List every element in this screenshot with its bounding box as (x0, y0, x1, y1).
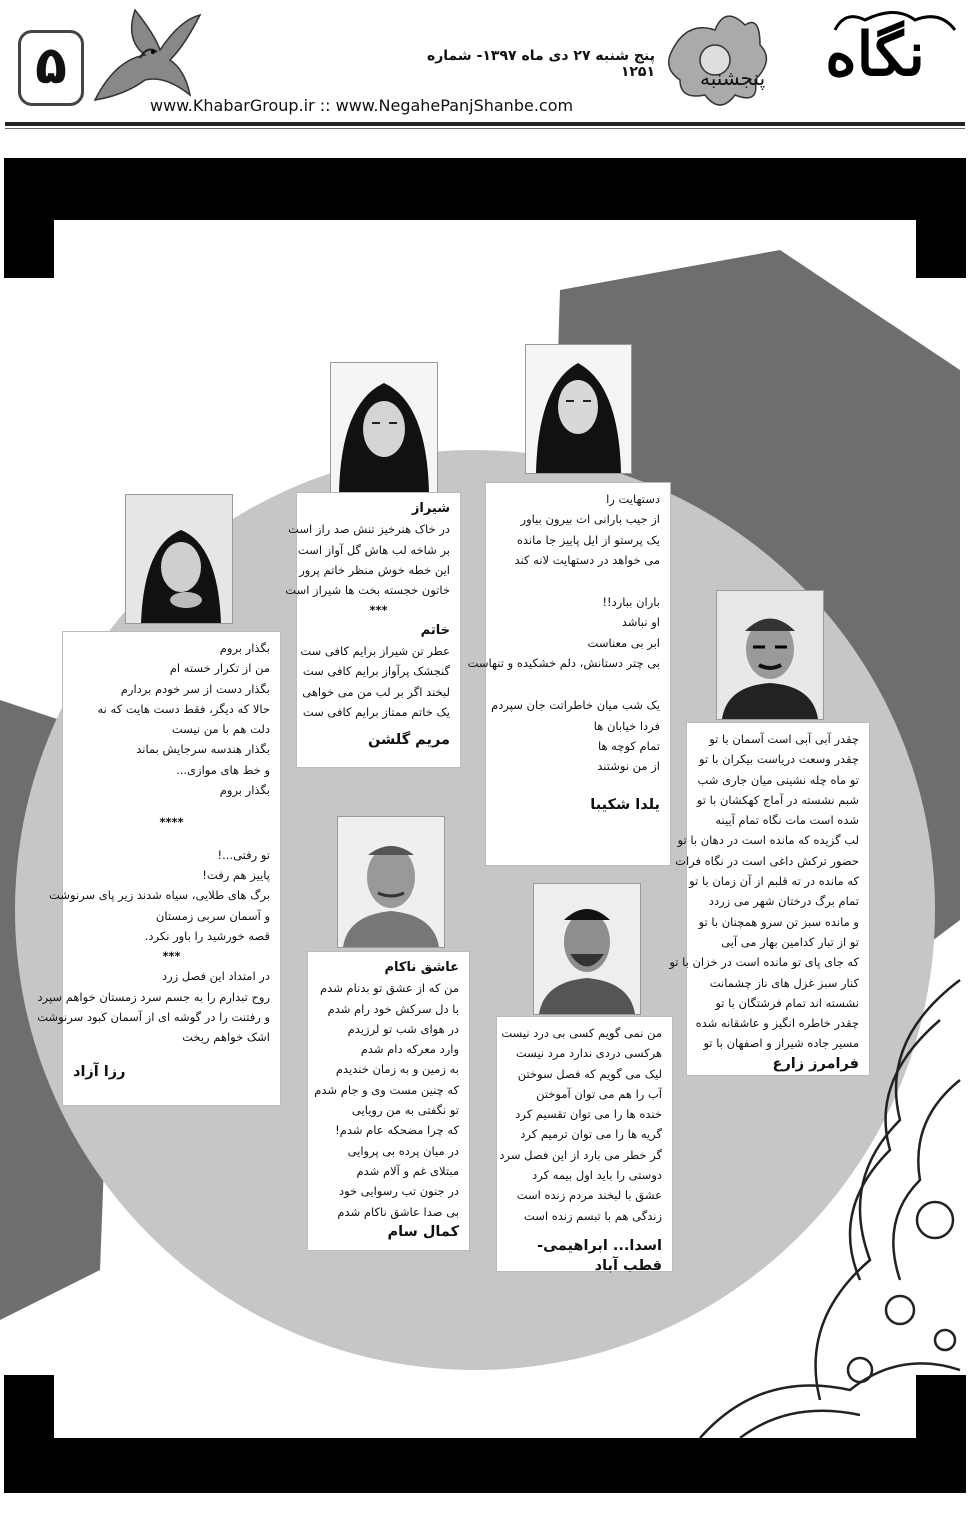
portrait-photo-reza (125, 494, 233, 624)
poem-line: دستهایت را (606, 492, 660, 506)
poem-lines (73, 638, 270, 800)
poem-line: شبم نشسته در آماج کهکشان با تو (696, 792, 859, 807)
poem-line: لیک می گویم که فصل سوختن (517, 1066, 662, 1081)
poem-line: تو ماه چله نشینی میان جاری شب (697, 772, 859, 787)
issue-dateline: پنج شنبه ۲۷ دی ماه ۱۳۹۷- شماره ۱۲۵۱ (426, 48, 655, 80)
poem-line: و خط های موازی... (176, 762, 270, 777)
poem-line: این خطه خوش منظر خاتم پرور (299, 562, 450, 577)
portrait-woman-icon (331, 363, 437, 493)
portrait-woman-icon (526, 345, 631, 473)
poem-line: تو رفتی...! (217, 847, 270, 862)
poem-line: بر شاخه لب هاش گل آواز است (297, 542, 450, 557)
poem-line: نشسته اند تمام فرشتگان با تو (715, 995, 859, 1010)
poem-stanza-3 (491, 695, 660, 776)
header-rule-thin (5, 128, 965, 129)
poem-line: آب را هم می توان آموختن (536, 1086, 662, 1101)
poem-line: با دل سرکش خود رام شدم (327, 1001, 459, 1016)
poem-box-yalda (467, 482, 671, 866)
poem-line: برگ های طلایی، سیاه شدند زیر پای سرنوشت (49, 888, 270, 903)
portrait-photo-asad (533, 883, 641, 1015)
portrait-photo-faramarz (716, 590, 824, 720)
poem-line: حضور ترکش داغی است در نگاه فرات (675, 853, 859, 868)
poem-line: مسیر جاده شیراز و اصفهان با تو (703, 1036, 859, 1051)
poem-line: و مانده سبز تن سرو همچنان با تو (698, 914, 859, 929)
poem-lines (300, 641, 450, 722)
poem-line: شده است مات نگاه تمام آیینه (715, 813, 859, 828)
poem-line: به زمین و به زمان خندیدم (335, 1062, 459, 1077)
poem-title: شیراز (411, 501, 450, 516)
poem-line: باران ببارد!! (602, 595, 660, 610)
poem-stanza-2 (467, 592, 660, 673)
separator: *** (162, 949, 181, 964)
poem-line: ابر بی معناست (587, 635, 660, 650)
header-rule (5, 122, 965, 126)
poem-line: لب گزیده که مانده است در دهان با تو (677, 833, 859, 848)
poem-line: که چنین مست وی و جام شدم (314, 1082, 459, 1097)
poem-line: خاتون خجسته بخت ها شیراز است (285, 583, 450, 598)
poem-line: گر خطر می بارد از این فصل سرد (499, 1147, 662, 1162)
author-name: یلدا شکیبا (590, 796, 660, 813)
poem-line: تو نگفتی به من رویایی (351, 1103, 459, 1118)
author-name: اسدا... ابراهیمی- قطب آباد (537, 1237, 662, 1275)
poem-line: تمام کوچه ها (597, 738, 660, 753)
page-number: ۵ (18, 30, 84, 106)
poem-box-faramarz (669, 722, 870, 1076)
author-name: فرامرز زارع (772, 1055, 859, 1072)
poem-lines (49, 845, 270, 946)
portrait-woman-icon (126, 495, 232, 623)
poem-lines (314, 978, 459, 1222)
portrait-photo-yalda (525, 344, 632, 474)
poem-line: من نمی گویم کسی بی درد نیست (501, 1026, 662, 1040)
poem-line: در هوای شب تو لرزیدم (347, 1021, 459, 1036)
poem-line: اشک خواهم ریخت (182, 1030, 270, 1045)
author-name: رزا آزاد (73, 1063, 126, 1080)
portrait-man-icon (717, 591, 823, 719)
author-name: مریم گلشن (367, 732, 450, 749)
poem-line: مبتلای غم و آلام شدم (356, 1163, 459, 1178)
poem-line: وارد معرکه دام شدم (360, 1042, 459, 1057)
poem-line: گنجشک پرآواز برایم کافی ست (302, 664, 450, 679)
poem-line: و رفتنت را در گوشه ای از آسمان کبود سرنوشت (37, 1010, 270, 1025)
phoenix-illustration-icon (85, 0, 205, 110)
poem-line: حالا که دیگر، فقط دست هایت که نه (97, 701, 270, 716)
portrait-man-icon (534, 884, 640, 1014)
poem-lines (669, 729, 859, 1054)
poem-box-kamal (307, 951, 470, 1251)
poem-stanza-1 (496, 489, 660, 570)
poem-line: یک خاتم ممتاز برایم کافی ست (302, 704, 450, 719)
poem-line: بگذار بروم (219, 783, 270, 798)
author-name: کمال سام (387, 1223, 459, 1240)
poem-line: در میان پرده بی پروایی (347, 1143, 459, 1158)
poem-line: عطر تن شیراز برایم کافی ست (300, 644, 450, 659)
poem-line: تمام برگ درختان شهر می زردد (708, 894, 859, 909)
poem-line: بگذار هندسه سرجایش بماند (136, 742, 270, 757)
poem-box-reza (37, 631, 281, 1106)
poem-lines (37, 966, 270, 1047)
poem-line: عشق با لبخند مردم زنده است (516, 1188, 662, 1203)
poem-line: گریه ها را می توان ترمیم کرد (520, 1127, 662, 1142)
poem-title: عاشق ناکام (384, 960, 459, 975)
poem-line: می خواهد در دستهایت لانه کند (514, 552, 660, 567)
frame-bottom-bar (4, 1438, 966, 1493)
poem-line: از من نوشتند (597, 759, 660, 774)
frame-top-bar (4, 158, 966, 220)
poem-line: بی چتر دستانش، دلم خشکیده و تنهاست (467, 656, 660, 671)
poem-line: که چرا مضحکه عام شدم! (335, 1123, 459, 1138)
poem-line: بی صدا عاشق ناکام شدم (337, 1204, 459, 1219)
poem-line: چقدر خاطره انگیز و عاشقانه شده (695, 1016, 859, 1031)
separator: **** (159, 815, 184, 830)
poem-line: پاییز هم رفت! (202, 867, 270, 882)
separator: *** (369, 603, 388, 618)
poem-line: قصه خورشید را باور نکرد. (144, 928, 270, 943)
poem-box-maryam (285, 492, 461, 768)
poem-line: چقدر آبی آبی است آسمان با تو (709, 732, 859, 746)
poem-line: در امتداد این فصل زرد (161, 969, 270, 984)
poem-lines (499, 1023, 662, 1226)
logo-subtitle: پنجشنبه (700, 66, 766, 90)
poem-lines (285, 519, 450, 600)
portrait-photo-maryam (330, 362, 438, 494)
poem-line: هرکسی دردی ندارد مرد نیست (515, 1046, 662, 1061)
poem-line: خنده ها را می توان تقسیم کرد (515, 1107, 662, 1122)
portrait-man-icon (338, 817, 444, 947)
poem-line: کنار سبز غزل های ناز چشمانت (709, 975, 859, 990)
poem-line: در جنون تب رسوایی خود (338, 1184, 459, 1199)
poem-line: من از تکرار خسته ام (169, 661, 270, 676)
poem-line: دوستی را باید اول بیمه کرد (532, 1168, 662, 1183)
poem-line: چقدر وسعت دریاست بیکران با تو (699, 752, 859, 767)
poem-box-asad (496, 1016, 673, 1275)
poem-line: که جای پای تو مانده است در خزان با تو (669, 955, 859, 970)
newspaper-logo-ornament-icon (665, 0, 965, 120)
poem-line: تو از تبار کدامین بهار می آیی (721, 934, 859, 949)
poem-line: او نباشد (621, 615, 660, 630)
website-links[interactable]: www.KhabarGroup.ir :: www.NegahePanjShanbe.com (150, 96, 574, 115)
poem-line: یک پرستو از ایل پاییز جا مانده (516, 532, 660, 547)
poem-line: فردا خیابان ها (593, 718, 660, 733)
page-header (0, 0, 970, 140)
poem-title: خاتم (420, 622, 450, 638)
poem-line: در خاک هنرخیز تنش صد راز است (288, 522, 450, 537)
poem-line: من که از عشق تو بدنام شدم (320, 981, 459, 996)
poem-line: از جیب بارانی ات بیرون بیاور (520, 512, 660, 527)
poem-line: بگذار بروم (219, 641, 270, 655)
poem-line: یک شب میان خاطراتت جان سپردم (491, 698, 660, 713)
poem-line: دلت هم با من نیست (171, 722, 270, 737)
poem-line: بگذار دست از سر خودم بردارم (120, 681, 270, 696)
logo-title: نگاه (825, 20, 925, 90)
poem-line: روح تبدارم را به جسم سرد زمستان خواهم سپرد (37, 989, 270, 1004)
poem-line: زندگی هم با تبسم زنده است (523, 1208, 662, 1223)
poem-line: و آسمان سربی زمستان (155, 908, 270, 923)
poem-line: لبخند اگر بر لب من می خواهی (302, 684, 450, 699)
portrait-photo-kamal (337, 816, 445, 948)
poem-line: که مانده در ته قلبم از آن زمان با تو (689, 874, 859, 889)
